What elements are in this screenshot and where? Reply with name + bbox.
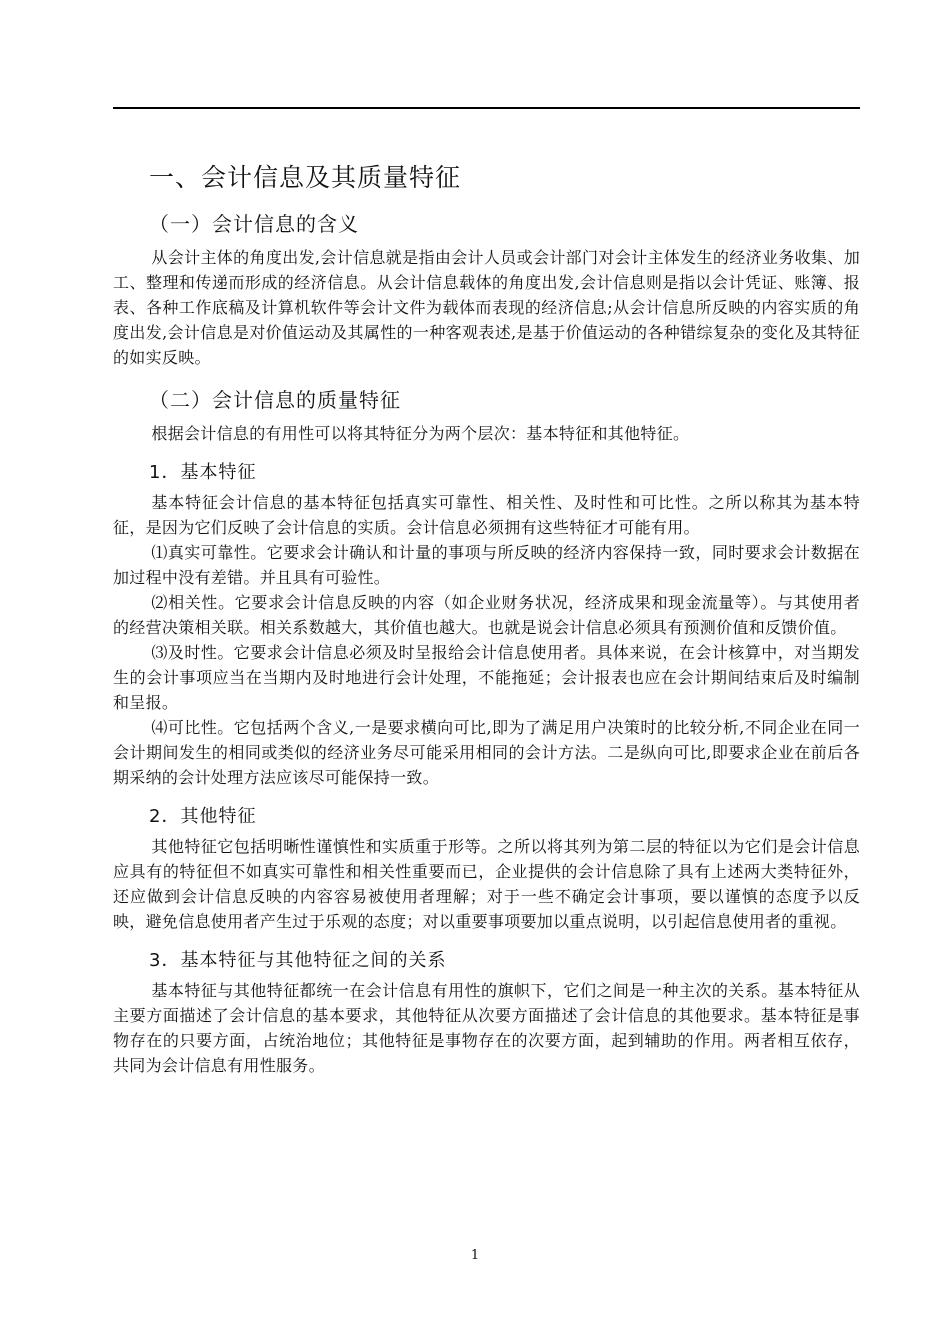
subsection-heading-other: 2．其他特征 [149,806,257,827]
paragraph-meaning: 从会计主体的角度出发,会计信息就是指由会计人员或会计部门对会计主体发生的经济业务收集、加工、整理和传递而形成的经济信息。从会计信息载体的角度出发,会计信息则是指以会计凭证、账簿、报表、各种工作底稿及计算机软件等会计文件为载体而表现的经济信息;从会计信息所反映的内容实质的角度出发,会计信息是对价值运动及其属性的一种客观表述,是基于价值运动的各种错综复杂的变化及其特征的如实反映。 [113,248,860,367]
paragraph-basic: 基本特征会计信息的基本特征包括真实可靠性、相关性、及时性和可比性。之所以称其为基本特征，是因为它们反映了会计信息的实质。会计信息必须拥有这些特征才可能有用。 [113,493,860,537]
header-rule [113,107,860,109]
paragraph-quality-intro: 根据会计信息的有用性可以将其特征分为两个层次：基本特征和其他特征。 [151,424,690,443]
chapter-heading: 一、会计信息及其质量特征 [149,163,462,192]
paragraph-other: 其他特征它包括明晰性谨慎性和实质重于形等。之所以将其列为第二层的特征以为它们是会计信息应具有的特征但不如真实可靠性和相关性重要而已，企业提供的会计信息除了具有上述两大类特征外，还应做到会计信息反映的内容容易被使用者理解；对于一些不确定会计事项，要以谨慎的态度予以反映，避免信息使用者产生过于乐观的态度；对以重要事项要加以重点说明，以引起信息使用者的重视。 [113,837,860,931]
document-body [113,150,860,1078]
list-item-timeliness: ⑶及时性。它要求会计信息必须及时呈报给会计信息使用者。具体来说，在会计核算中，对当期发生的会计事项应当在当期内及时地进行会计处理，不能拖延；会计报表也应在会计期间结束后及时编制和呈报。 [113,643,860,712]
subsection-heading-relationship: 3．基本特征与其他特征之间的关系 [149,950,447,971]
list-item-relevance: ⑵相关性。它要求会计信息反映的内容（如企业财务状况，经济成果和现金流量等）。与其使用者的经营决策相关联。相关系数越大，其价值也越大。也就是说会计信息必须具有预测价值和反馈价值。 [113,593,860,637]
section-heading-quality: （二）会计信息的质量特征 [149,388,401,412]
page-number: 1 [470,1248,480,1263]
subsection-heading-basic: 1．基本特征 [149,462,257,483]
paragraph-relationship: 基本特征与其他特征都统一在会计信息有用性的旗帜下，它们之间是一种主次的关系。基本特征从主要方面描述了会计信息的基本要求，其他特征从次要方面描述了会计信息的其他要求。基本特征是事物存在的只要方面，占统治地位；其他特征是事物存在的次要方面，起到辅助的作用。两者相互依存，共同为会计信息有用性服务。 [113,981,860,1075]
list-item-reliability: ⑴真实可靠性。它要求会计确认和计量的事项与所反映的经济内容保持一致，同时要求会计数据在加过程中没有差错。并且具有可验性。 [113,543,860,587]
list-item-comparability: ⑷可比性。它包括两个含义,一是要求横向可比,即为了满足用户决策时的比较分析,不同企业在同一会计期间发生的相同或类似的经济业务尽可能采用相同的会计方法。二是纵向可比,即要求企业在前后各期采纳的会计处理方法应该尽可能保持一致。 [113,718,860,787]
section-heading-meaning: （一）会计信息的含义 [149,212,359,236]
